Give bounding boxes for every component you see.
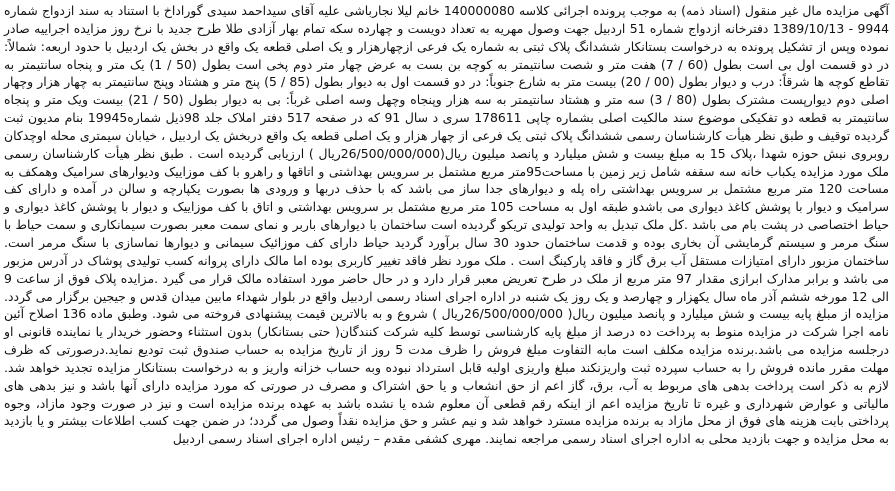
auction-notice-text: آگهی مزایده مال غیر منقول (اسناد ذمه) به موجب پرونده اجرائی کلاسه 140000080 خانم لیلا نجارباشی علیه آقای سیداحمد سیدی گوراداخ با استناد به سند ازدواج شماره 9944 - 1389/10/13 دفترخانه ازدواج شماره 51 اردبیل جهت وصول مهریه به تعداد دویست و چهارده سکه تمام بهار آزادی طلا طرح جدید با نرخ روز مزایده اجراییه صادر نموده وپس از تشکیل پرونده به درخواست بستانکار ششدانگ پلاک ثبتی به شماره یک فرعی ازچهارهزار و یک اصلی قطعه یک واقع در بخش یک اردبیل با حدود اربعه: شمالاً: در دو قسمت اول بی است بطول (60 / 7) هفت متر و شصت سانتیمتر به کوچه بن بست به عرض چهار متر دوم پخی است بطول (50 / 1) یک متر و پنجاه سانتیمتر به تقاطع کوچه ها شرقاً: درب و دیوار بطول (00 / 20) بیست متر به شارع جنوباً: در دو قسمت اول به دیوار بطول (85 / 5) پنج متر و هشتاد وپنج سانتیمتر به چهار هزار وچهار اصلی دوم دیوارپست مشترک بطول (80 / 3) سه متر و هشتاد سانتیمتر به سه هزار وپنجاه وچهل وسه اصلی غرباً: بی به دیوار بطول (50 / 21) بیست ویک متر و پنجاه سانتیمتر به قطعه دو تفکیکی موضوع سند مالکیت اصلی بشماره چاپی 178611 سری د سال 91 که در صفحه 517 دفتر املاک جلد 98ذیل شماره19945 بنام مدیون ثبت گردیده توقیف و طبق نظر هیأت کارشناسان رسمی ششدانگ پلاک ثبتی یک فرعی از چهار هزار و یک اصلی قطعه یک واقع دربخش یک اردبیل ، خیابان سیمتری محله اوچدکان روبروی نبش حوزه شهدا ،پلاک 15 به مبلغ بیست و شش میلیارد و پانصد میلیون ریال(26/500/000/000ریال ) ارزیابی گردیده است . طبق نظر هیأت کارشناسان رسمی ملک مورد مزایده یکباب خانه سه سقفه شامل زیر زمین با مساحت95متر مربع مشتمل بر سرویس بهداشتی و اتاقها و راهرو با کف موزاییک ودیوارهای سرامیک وهمکف به مساحت 120 متر مربع مشتمل بر سرویس بهداشتی راه پله و دیوارهای جدا ساز می باشد که با حذف دربها و ورودی ها بصورت یکپارچه و سالن در آمده و دارای کف سرامیک و دیوار با پوشش کاغذ دیواری می باشدو طبقه اول به مساحت 105 متر مربع مشتمل بر سرویس بهداشتی و اتاق با کف موزاییک و دیوار با پوشش کاغذ دیواری و حیاط اختصاصی در پشت بام می باشد .کل ملک تبدیل به واحد تولیدی تریکو گردیده است ساختمان با دیوارهای باربر و نمای سمت معبر بصورت سیمانکاری و سمت حیاط با سنگ مرمر و سیستم گرمایشی آن بخاری بوده و قدمت ساختمان حدود 30 سال برآورد گردید حیاط دارای کف موزائیک سیمانی و دیوارها نماسازی با سنگ مرمر است. ساختمان مزبور دارای امتیازات مستقل آب برق گاز و فاقد پارکینگ است . ملک مورد نظر فاقد تغییر کاربری بوده اما مالک دارای پروانه کسب تولیدی پوشاک در آدرس مزبور می باشد و برابر مدارک ابرازی مقدار 97 متر مربع از ملک در طرح تعریض معبر قرار دارد و در حال حاضر مورد استفاده مالک قرار می گیرد .مزایده پلاک فوق از ساعت 9 الی 12 مورخه ششم آذر ماه سال یکهزار و چهارصد و یک روز یک شنبه در اداره اجرای اسناد رسمی اردبیل واقع در بلوار شهداء مابین میدان قدس و جیجین برگزار می گردد. مزایده از مبلغ پایه بیست و شش میلیارد و پانصد میلیون ریال( 26/500/000/000ریال ) شروع و به بالاترین قیمت پیشنهادی فروخته می شود. وطبق ماده 136 اصلاح آئین نامه اجرا شرکت در مزایده منوط به پرداخت ده درصد از مبلغ پایه کارشناسی توسط کلیه شرکت کنندگان( حتی بستانکار) بدون استثناء وحضور خریدار یا نماینده قانونی او درجلسه مزایده می باشد.برنده مزایده مکلف است مابه التفاوت مبلغ فروش را ظرف مدت 5 روز از تاریخ مزایده به حساب صندوق ثبت تودیع نماید.درصورتی که ظرف مهلت مقرر مانده فروش را به حساب سپرده ثبت واریزنکند مبلغ واریزی اولیه قابل استرداد نبوده وبه حساب خزانه واریز و به درخواست بستانکار مزایده تجدید خواهد شد. لازم به ذکر است پرداخت بدهی های مربوط به آب، برق، گاز اعم از حق انشعاب و یا حق اشتراک و مصرف در صورتی که مورد مزایده دارای آنها باشد و نیز بدهی های مالیاتی و عوارض شهرداری و غیره تا تاریخ مزایده اعم از اینکه رقم قطعی آن معلوم شده یا نشده باشد به عهده برنده مزایده است و نیز در صورت وجود مازاد، وجوه پرداختی بابت هزینه های فوق از محل مازاد به برنده مزایده مسترد خواهد شد و نیم عشر و حق مزایده نقداً وصول می گردد؛ در ضمن جهت کسب اطلاعات بیشتر و یا بازدید به محل مزایده و جهت بازدید محلی به اداره اجرای اسناد رسمی مراجعه نمایند. مهری کشفی مقدم – رئیس اداره اجرای اسناد رسمی اردبیل	[4, 3, 890, 447]
